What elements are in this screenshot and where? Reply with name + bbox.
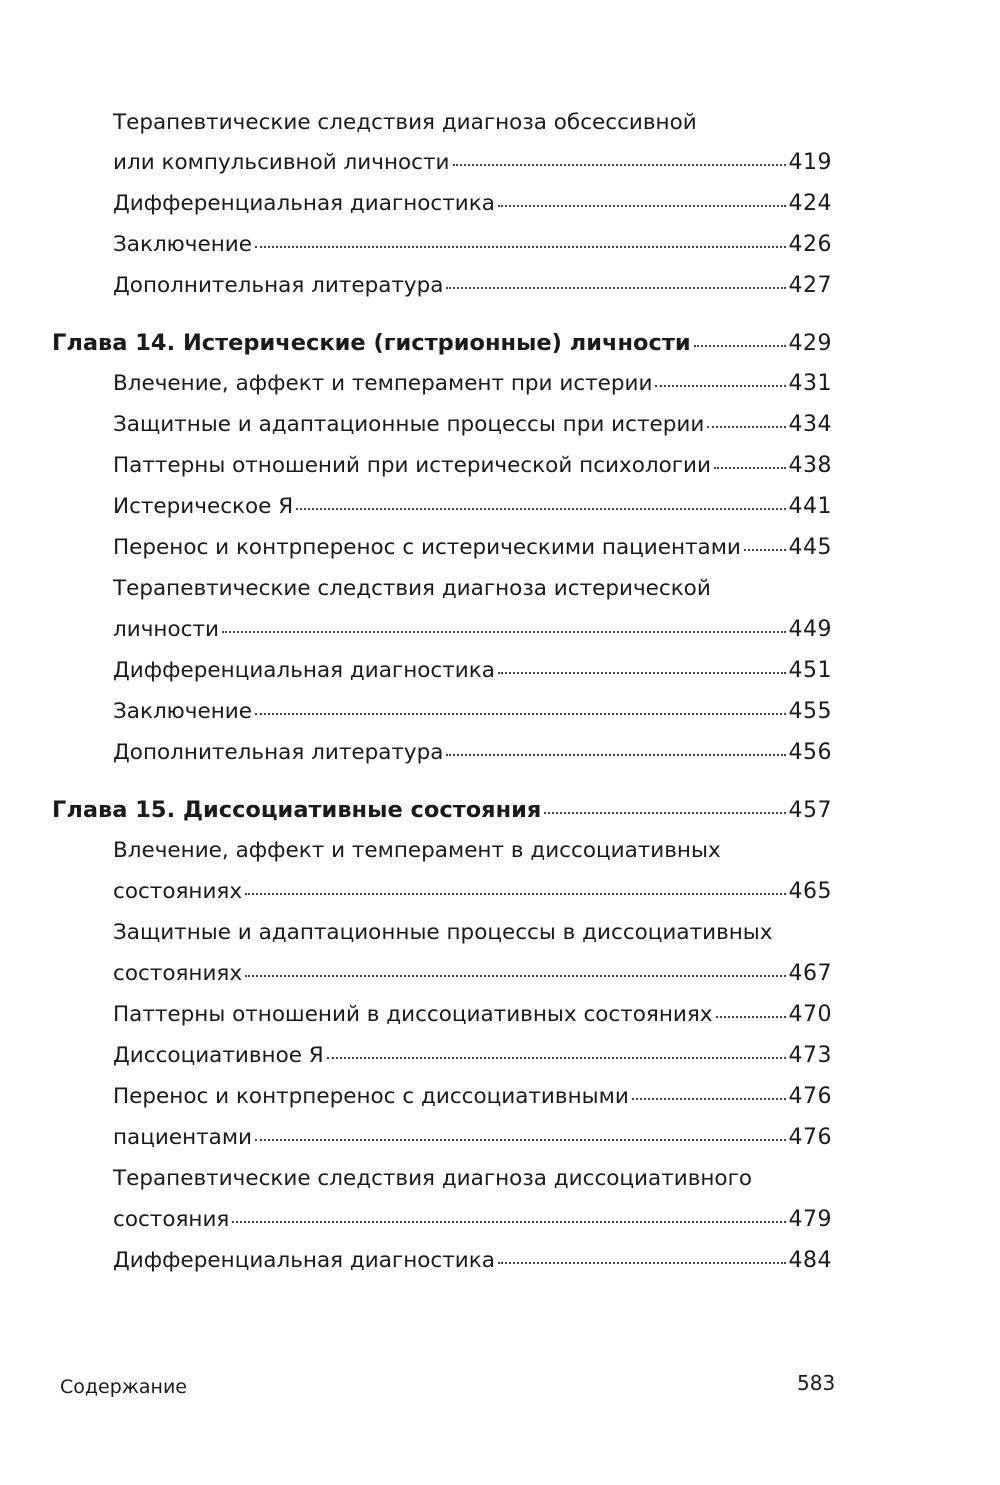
toc-entry (113, 225, 832, 265)
toc-entry (113, 103, 753, 143)
toc-entry (113, 184, 832, 224)
toc-chapter-title: Глава 14. Истерические (гистрионные) личности (52, 330, 691, 356)
toc-entry (113, 1077, 832, 1117)
dot-leader (245, 975, 785, 977)
toc-entry-page: 434 (788, 412, 832, 437)
toc-entry (113, 651, 832, 691)
toc-entry-title: Заключение (113, 232, 252, 257)
toc-entry (113, 913, 773, 953)
toc-entry (113, 1200, 832, 1240)
toc-entry (113, 569, 753, 609)
dot-leader (498, 672, 786, 674)
dot-leader (255, 713, 786, 715)
toc-entry-title: Дифференциальная диагностика (113, 658, 495, 683)
dot-leader (327, 1057, 786, 1059)
dot-leader (255, 246, 786, 248)
dot-leader (716, 1016, 786, 1018)
toc-entry (113, 528, 832, 568)
toc-entry (113, 692, 832, 732)
dot-leader (232, 1221, 785, 1223)
toc-entry-page: 449 (788, 617, 832, 642)
toc-entry (113, 487, 832, 527)
toc-entry-title: состояниях (113, 879, 243, 904)
dot-leader (707, 426, 785, 428)
toc-entry (113, 266, 832, 306)
toc-entry-title: состояниях (113, 961, 243, 986)
toc-entry-page: 476 (788, 1084, 832, 1109)
toc-chapter-page: 429 (788, 331, 832, 356)
toc-entry-title: Терапевтические следствия диагноза обсессивной (113, 110, 697, 135)
toc-entry (113, 831, 753, 871)
toc-entry-title: Дополнительная литература (113, 740, 444, 765)
toc-entry (113, 872, 832, 912)
toc-entry (113, 610, 832, 650)
toc-entry-page: 473 (788, 1043, 832, 1068)
toc-entry-page: 441 (788, 494, 832, 519)
toc-entry-title: Перенос и контрперенос с истерическими пациентами (113, 535, 741, 560)
toc-entry-title: Заключение (113, 699, 252, 724)
dot-leader (245, 893, 785, 895)
toc-entry (113, 143, 832, 183)
toc-entry-title: Паттерны отношений при истерической психологии (113, 453, 712, 478)
toc-entry-title: Диссоциативное Я (113, 1043, 324, 1068)
toc-entry-page: 431 (788, 371, 832, 396)
dot-leader (296, 508, 785, 510)
dot-leader (446, 287, 785, 289)
toc-entry-page: 438 (788, 453, 832, 478)
toc-entry-page: 484 (788, 1248, 832, 1273)
toc-entry (113, 1118, 832, 1158)
toc-chapter (52, 790, 832, 830)
toc-entry-page: 426 (788, 232, 832, 257)
toc-entry (113, 954, 832, 994)
dot-leader (446, 754, 785, 756)
toc-entry-page: 470 (788, 1002, 832, 1027)
toc-entry-title: Защитные и адаптационные процессы при истерии (113, 412, 705, 437)
dot-leader (544, 812, 785, 814)
toc-entry-title: или компульсивной личности (113, 150, 450, 175)
toc-entry (113, 1159, 753, 1199)
toc-entry-page: 424 (788, 191, 832, 216)
toc-entry-title: Влечение, аффект и темперамент в диссоциативных (113, 838, 721, 863)
toc-entry-title: Паттерны отношений в диссоциативных состояниях (113, 1002, 713, 1027)
toc-entry-page: 445 (788, 535, 832, 560)
dot-leader (632, 1098, 786, 1100)
toc-entry (113, 364, 832, 404)
toc-entry-title: Дифференциальная диагностика (113, 191, 495, 216)
toc-entry-page: 476 (788, 1125, 832, 1150)
toc-entry-title: Терапевтические следствия диагноза диссоциативного (113, 1166, 753, 1191)
dot-leader (453, 164, 786, 166)
toc-entry (113, 995, 832, 1035)
toc-entry-title: Истерическое Я (113, 494, 294, 519)
toc-entry-title: Перенос и контрперенос с диссоциативными (113, 1084, 629, 1109)
footer-section-label: Содержание (60, 1376, 187, 1398)
toc-entry-title: личности (113, 617, 219, 642)
toc-entry-page: 465 (788, 879, 832, 904)
dot-leader (744, 549, 786, 551)
toc-entry-page: 427 (788, 273, 832, 298)
toc-entry-page: 451 (788, 658, 832, 683)
dot-leader (694, 345, 786, 347)
toc-entry-page: 479 (788, 1207, 832, 1232)
toc-entry-title: Дополнительная литература (113, 273, 444, 298)
toc-entry-title: Защитные и адаптационные процессы в диссоциативных (113, 920, 773, 945)
toc-entry-title: Влечение, аффект и темперамент при истерии (113, 371, 653, 396)
toc-entry-title: Дифференциальная диагностика (113, 1248, 495, 1273)
toc-entry-title: Терапевтические следствия диагноза истерической (113, 576, 711, 601)
toc-chapter-page: 457 (788, 798, 832, 823)
dot-leader (655, 385, 785, 387)
toc-entry-title: состояния (113, 1207, 230, 1232)
toc-entry-page: 456 (788, 740, 832, 765)
toc-entry-page: 467 (788, 961, 832, 986)
dot-leader (222, 631, 786, 633)
toc-entry (113, 446, 832, 486)
toc-chapter-title: Глава 15. Диссоциативные состояния (52, 797, 542, 823)
toc-chapter (52, 323, 832, 363)
toc-entry (113, 733, 832, 773)
dot-leader (498, 205, 786, 207)
dot-leader (714, 467, 785, 469)
footer-page-number: 583 (797, 1371, 836, 1395)
dot-leader (255, 1139, 785, 1141)
dot-leader (498, 1262, 786, 1264)
toc-entry (113, 1241, 832, 1281)
toc-entry (113, 1036, 832, 1076)
toc-entry-page: 419 (788, 150, 832, 175)
toc-entry-title: пациентами (113, 1125, 253, 1150)
toc-entry (113, 405, 832, 445)
toc-entry-page: 455 (788, 699, 832, 724)
